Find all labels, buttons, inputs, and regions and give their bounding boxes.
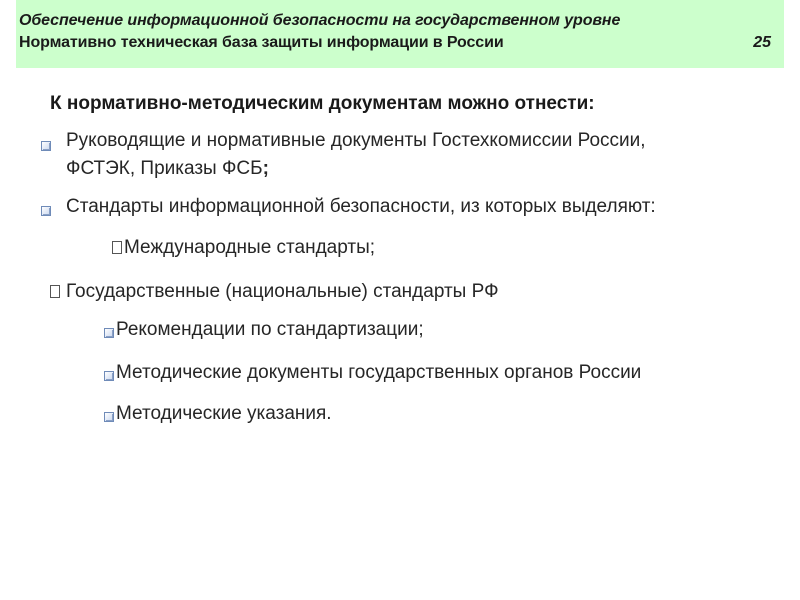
empty-box-bullet-icon <box>50 285 60 298</box>
list-item-1-line-2 <box>66 158 269 180</box>
list-item-1-text: ФСТЭК, Приказы ФСБ <box>66 158 263 179</box>
list-item-3-sub-3: Методические указания. <box>116 403 332 424</box>
intro-heading: К нормативно-методическим документам можно отнести: <box>50 93 595 114</box>
list-item-3-sub-1: Рекомендации по стандартизации; <box>116 319 424 340</box>
empty-box-bullet-icon <box>112 241 122 254</box>
square-bullet-icon <box>104 328 114 338</box>
list-item-2: Стандарты информационной безопасности, из которых выделяют: <box>66 196 656 217</box>
square-bullet-icon <box>104 412 114 422</box>
slide-header <box>16 0 784 68</box>
square-bullet-icon <box>41 206 51 216</box>
square-bullet-icon <box>104 371 114 381</box>
list-item-2-sub-1: Международные стандарты; <box>124 237 376 258</box>
list-item-3: Государственные (национальные) стандарты РФ <box>66 281 499 302</box>
header-title: Обеспечение информационной безопасности на государственном уровне <box>19 12 621 29</box>
list-item-3-sub-2: Методические документы государственных органов России <box>116 362 642 383</box>
page-number: 25 <box>753 34 771 51</box>
list-item-1-line-1: Руководящие и нормативные документы Гостехкомиссии России, <box>66 130 646 151</box>
header-subtitle: Нормативно техническая база защиты информации в России <box>19 34 504 51</box>
list-item-1-semicolon: ; <box>262 158 269 179</box>
square-bullet-icon <box>41 141 51 151</box>
